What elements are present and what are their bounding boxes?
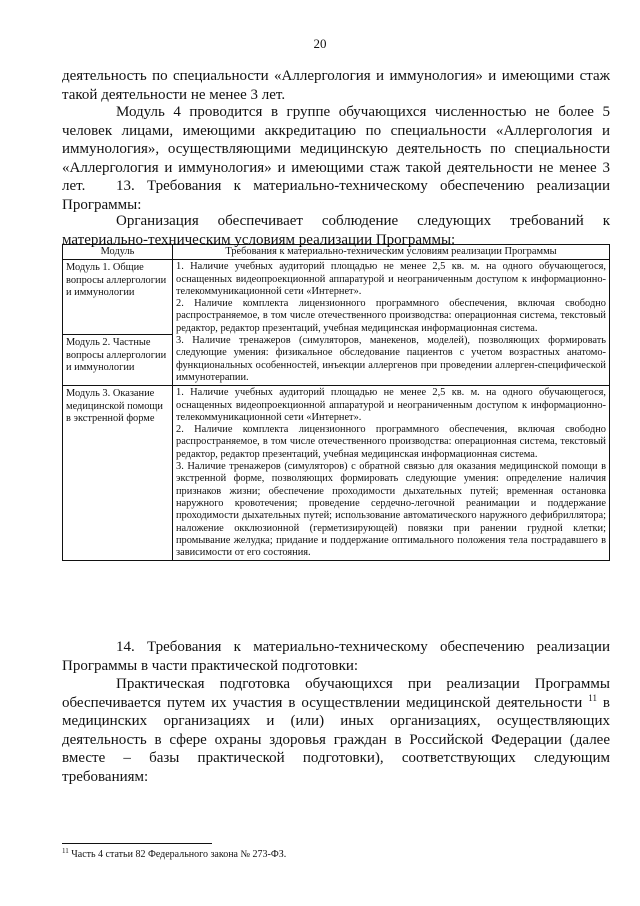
paragraph-module-4: Модуль 4 проводится в группе обучающихся численностью не более 5 человек лицами, имеющими аккредитацию по специальности «Аллергология и иммунология», осуществляющими медицинскую деятельность по специальности «Аллергология и иммунология» и имеющими стаж такой деятельности не менее 3 лет. [62, 104, 610, 194]
table-header-row [63, 245, 610, 260]
requirements-cell [173, 260, 610, 386]
paragraph-practical-training [62, 675, 610, 786]
module-2-name: Модуль 2. Частные вопросы аллергологии и иммунологии [63, 334, 172, 376]
footnote-text: Часть 4 статьи 82 Федерального закона № 273-ФЗ. [68, 849, 287, 860]
module-3-name: Модуль 3. Оказание медицинской помощи в экстренной форме [66, 388, 163, 424]
requirement-item: 3. Наличие тренажеров (симуляторов) с обратной связью для оказания медицинской помощи в экстренной форме, позволяющих формировать следующие умения: определение наличия признаков жизни; обеспечение проходимости дыхательных путей; временная остановка наружного кровотечения; проведение сердечно-легочной реанимации и поддержание проходимости дыхательных путей; использование автоматического наружного дефибриллятора; наложение окклюзионной (герметизирующей) повязки при ранении грудной клетки; промывание желудка; придание и поддержание оптимального положения тела пострадавшего в зависимости от его состояния. [176, 461, 606, 559]
practical-training-text-cont: в медицинских организациях и (или) иных организациях, осуществляющих деятельность в сфере охраны здоровья граждан в Российской Федерации (далее вместе – базы практической подготовки), соответствующих следующим требованиям: [62, 694, 610, 785]
header-module: Модуль [63, 245, 173, 260]
requirement-item: 2. Наличие комплекта лицензионного программного обеспечения, включая свободно распространяемое, в том числе отечественного производства: операционная система, текстовый редактор, редактор презентаций, учебная медицинская информационная система. [176, 298, 606, 334]
header-requirements: Требования к материально-техническим условиям реализации Программы [173, 245, 610, 260]
paragraph-requirements-intro: Организация обеспечивает соблюдение следующих требований к материально-техническим условиям реализации Программы: [62, 213, 610, 248]
requirements-cell [173, 386, 610, 561]
requirement-item: 2. Наличие комплекта лицензионного программного обеспечения, включая свободно распространяемое, в том числе отечественного производства: операционная система, текстовый редактор, редактор презентаций, учебная медицинская информационная система. [176, 424, 606, 460]
module-cell [63, 386, 173, 561]
section-14-heading: 14. Требования к материально-техническому обеспечению реализации Программы в части практической подготовки: [62, 639, 610, 674]
footnote-reference: 11 [588, 692, 597, 703]
footnote [62, 849, 286, 861]
module-cell [63, 260, 173, 386]
table-row [63, 260, 610, 386]
footnote-divider [62, 843, 212, 844]
requirement-item: 1. Наличие учебных аудиторий площадью не менее 2,5 кв. м. на одного обучающегося, оснащенных видеопроекционной аппаратурой и неограниченным доступом к информационно-телекоммуникационной сети «Интернет». [176, 387, 606, 423]
module-1-name: Модуль 1. Общие вопросы аллергологии и иммунологии [66, 262, 167, 298]
footnote-number: 11 [62, 847, 69, 855]
requirements-table [62, 244, 610, 561]
table-row [63, 386, 610, 561]
page-number: 20 [313, 36, 327, 51]
practical-training-text: Практическая подготовка обучающихся при реализации Программы обеспечивается путем их участия в осуществлении медицинской деятельности [62, 676, 610, 711]
paragraph-continuation: деятельность по специальности «Аллергология и иммунология» и имеющими стаж такой деятельности не менее 3 лет. [62, 68, 610, 103]
requirement-item: 1. Наличие учебных аудиторий площадью не менее 2,5 кв. м. на одного обучающегося, оснащенных видеопроекционной аппаратурой и неограниченным доступом к информационно-телекоммуникационной сети «Интернет». [176, 261, 606, 297]
section-13-heading: 13. Требования к материально-техническому обеспечению реализации Программы: [62, 178, 610, 213]
requirement-item: 3. Наличие тренажеров (симуляторов, манекенов, моделей), позволяющих формировать следующие умения: физикальное обследование пациентов с учетом возрастных анатомо-функциональных особенностей, инъекции аллергенов при проведении аллерген-специфической иммунотерапии. [176, 335, 606, 383]
